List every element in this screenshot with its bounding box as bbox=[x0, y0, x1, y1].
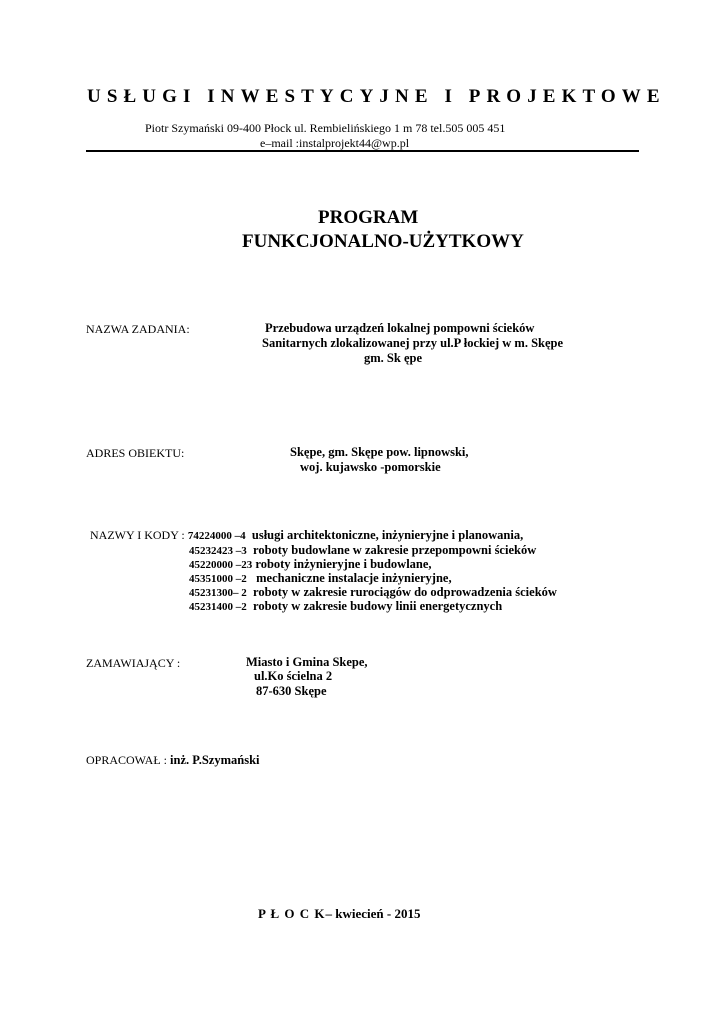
address-line1: Skępe, gm. Skępe pow. lipnowski, bbox=[290, 445, 469, 459]
codes-row bbox=[189, 557, 432, 572]
footer-date: – kwiecień - 2015 bbox=[325, 906, 421, 921]
code-description: roboty inżynieryjne i budowlane, bbox=[255, 557, 432, 571]
task-line1: Przebudowa urządzeń lokalnej pompowni ścieków bbox=[265, 321, 535, 335]
codes-label: NAZWY I KODY : bbox=[90, 528, 185, 542]
codes-row bbox=[90, 528, 523, 543]
address-label: ADRES OBIEKTU: bbox=[86, 446, 185, 460]
code-value: 74224000 –4 bbox=[187, 530, 246, 542]
code-description: mechaniczne instalacje inżynieryjne, bbox=[256, 571, 452, 585]
code-value: 45231300– 2 bbox=[189, 587, 247, 599]
task-label: NAZWA ZADANIA: bbox=[86, 322, 190, 336]
client-label: ZAMAWIAJĄCY : bbox=[86, 656, 181, 670]
code-value: 45231400 –2 bbox=[189, 601, 247, 613]
header-divider bbox=[86, 150, 639, 152]
task-line2: Sanitarnych zlokalizowanej przy ul.P łockiej w m. Skępe bbox=[262, 336, 564, 350]
email-line: e–mail :instalprojekt44@wp.pl bbox=[260, 136, 410, 150]
company-name: USŁUGI INWESTYCYJNE I PROJEKTOWE bbox=[87, 86, 666, 107]
contact-line: Piotr Szymański 09-400 Płock ul. Rembielińskiego 1 m 78 tel.505 005 451 bbox=[145, 121, 506, 135]
code-value: 45220000 –23 bbox=[189, 559, 253, 571]
footer-city: P Ł O C K bbox=[258, 906, 326, 921]
footer-place-date bbox=[258, 906, 420, 922]
client-line3: 87-630 Skępe bbox=[256, 684, 327, 698]
code-value: 45351000 –2 bbox=[189, 573, 247, 585]
client-line2: ul.Ko ścielna 2 bbox=[254, 669, 333, 683]
client-line1: Miasto i Gmina Skepe, bbox=[246, 655, 368, 669]
codes-row bbox=[189, 571, 452, 586]
code-description: roboty w zakresie rurociągów do odprowadzenia ścieków bbox=[253, 585, 557, 599]
address-line2: woj. kujawsko -pomorskie bbox=[300, 460, 441, 474]
code-description: usługi architektoniczne, inżynieryjne i planowania, bbox=[251, 528, 524, 542]
codes-row bbox=[189, 599, 502, 614]
author-label: OPRACOWAŁ : bbox=[86, 753, 168, 767]
codes-row bbox=[189, 585, 557, 600]
author-name: inż. P.Szymański bbox=[170, 753, 260, 767]
document-title-line2: FUNKCJONALNO-UŻYTKOWY bbox=[242, 231, 524, 252]
code-description: roboty budowlane w zakresie przepompowni ścieków bbox=[253, 543, 537, 557]
task-line3: gm. Sk ępe bbox=[364, 351, 422, 365]
author-row bbox=[86, 753, 260, 768]
document-title-line1: PROGRAM bbox=[318, 207, 419, 228]
code-value: 45232423 –3 bbox=[189, 545, 247, 557]
codes-row bbox=[189, 543, 536, 558]
code-description: roboty w zakresie budowy linii energetycznych bbox=[253, 599, 503, 613]
